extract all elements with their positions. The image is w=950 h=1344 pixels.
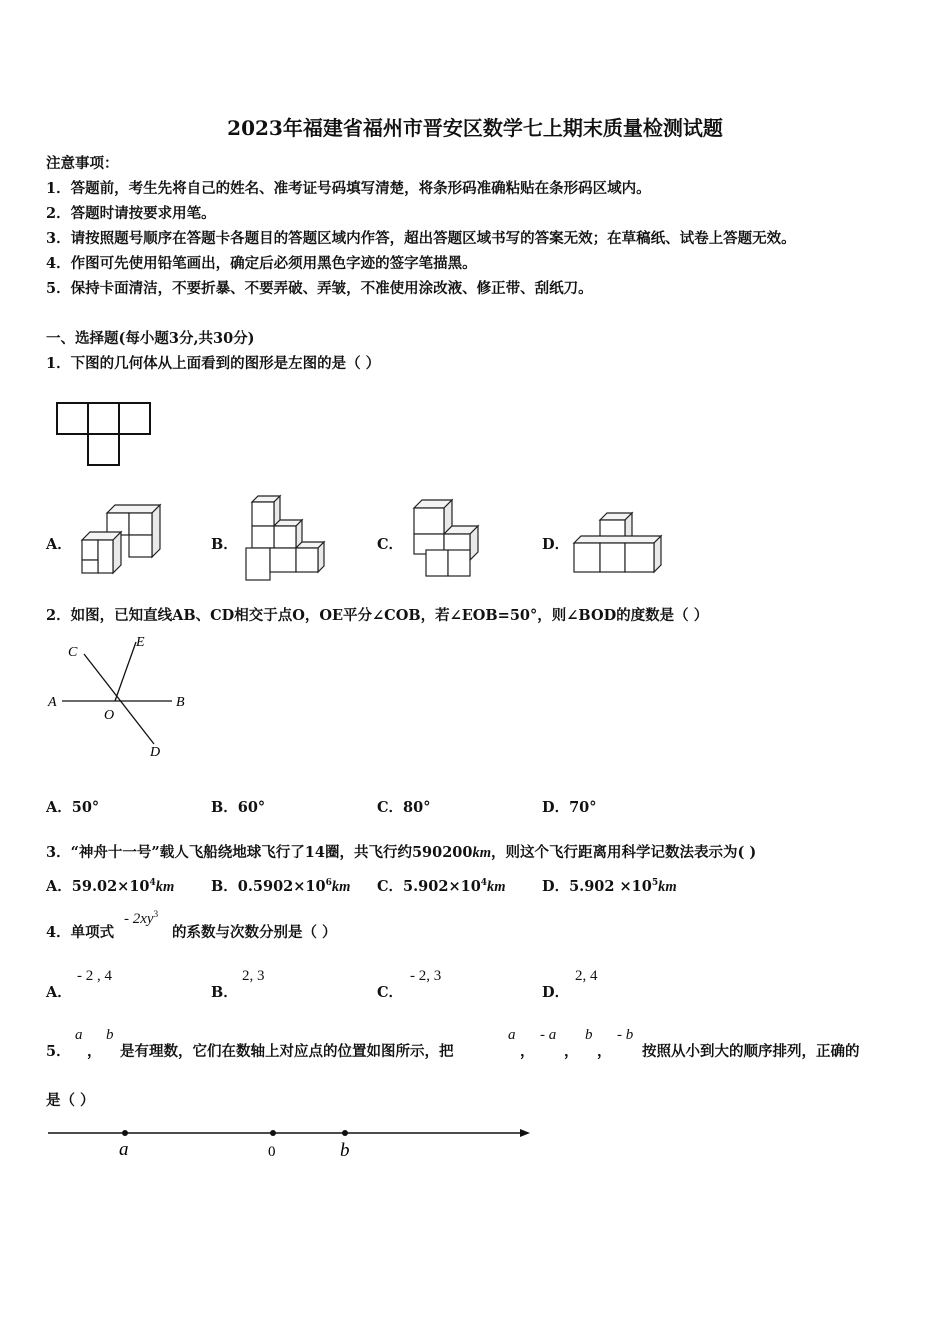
option-label: B． [211, 878, 238, 895]
q3-stem-unit: km [472, 845, 492, 861]
option-exponent: 4 [149, 878, 156, 889]
q1-option-a-label[interactable]: A． [46, 536, 72, 553]
q1-option-d-label[interactable]: D． [542, 536, 570, 553]
question-1-stem: 1．下图的几何体从上面看到的图形是左图的是（ ） [46, 355, 381, 372]
number-line [46, 1120, 536, 1165]
label-o: O [104, 708, 115, 723]
q3-option-c[interactable] [377, 875, 506, 896]
q5-var-a-2: a [508, 1027, 516, 1043]
q2-option-c[interactable]: C．80° [377, 799, 431, 816]
q2-option-a[interactable]: A．50° [46, 799, 100, 816]
q5-sep: ， [597, 1043, 612, 1060]
q1-option-b-solid[interactable] [244, 496, 328, 582]
q3-option-d[interactable] [542, 875, 677, 896]
q4-option-c-label[interactable]: C． [377, 984, 404, 1001]
page-title: 2023年福建省福州市晋安区数学七上期末质量检测试题 [227, 116, 723, 140]
notice-item: 4．作图可先使用铅笔画出，确定后必须用黑色字迹的签字笔描黑。 [46, 255, 477, 272]
q5-sep: ， [87, 1043, 102, 1060]
option-label: C． [377, 878, 404, 895]
intersecting-lines-figure [46, 632, 196, 762]
option-unit: km [487, 879, 506, 895]
notice-heading: 注意事项： [46, 155, 119, 172]
option-mantissa: 59.02×10 [71, 878, 150, 895]
q1-option-d-solid[interactable] [572, 512, 664, 574]
label-c: C [68, 645, 78, 660]
q1-option-c-solid[interactable] [410, 500, 482, 580]
option-unit: km [155, 879, 175, 895]
option-label: A． [46, 878, 72, 895]
option-mantissa: 5.902×10 [403, 878, 481, 895]
top-view-figure [56, 402, 152, 468]
option-mantissa: 5.902 ×10 [569, 878, 652, 895]
option-exponent: 5 [651, 878, 659, 889]
q5-neg-b: - b [617, 1027, 634, 1043]
q4-stem-part: 的系数与次数分别是（ ） [172, 924, 337, 941]
q5-number: 5． [46, 1043, 71, 1060]
q2-option-b[interactable]: B．60° [211, 799, 266, 816]
q5-var-b-2: b [585, 1027, 593, 1043]
axis-label-zero: 0 [268, 1144, 276, 1160]
q4-option-b-label[interactable]: B． [211, 984, 238, 1001]
expression-exponent: 3 [153, 909, 159, 919]
q4-option-d-value: 2, 4 [575, 968, 598, 984]
q5-sep: ， [520, 1043, 535, 1060]
option-label: D． [542, 878, 570, 895]
label-e: E [136, 635, 145, 650]
q5-var-b: b [106, 1027, 114, 1043]
q5-sep: ， [564, 1043, 579, 1060]
label-a: A [48, 695, 57, 710]
q5-stem-part: 是有理数，它们在数轴上对应点的位置如图所示，把 [120, 1043, 454, 1060]
q4-option-c-value: - 2, 3 [410, 968, 442, 984]
q4-option-d-label[interactable]: D． [542, 984, 570, 1001]
q3-stem-part: 3．“神舟十一号”载人飞船绕地球飞行了14圈，共飞行约590200 [46, 844, 473, 861]
q5-neg-a: - a [540, 1027, 557, 1043]
q4-expression [124, 909, 158, 928]
notice-item: 5．保持卡面清洁，不要折暴、不要弄破、弄皱，不准使用涂改液、修正带、刮纸刀。 [46, 280, 593, 297]
axis-label-a: a [119, 1139, 129, 1160]
question-3-stem [46, 841, 756, 862]
label-b: B [176, 695, 185, 710]
option-exponent: 6 [325, 878, 332, 889]
option-exponent: 4 [480, 878, 488, 889]
option-mantissa: 0.5902×10 [237, 878, 326, 895]
notice-item: 2．答题时请按要求用笔。 [46, 205, 216, 222]
q2-option-d[interactable]: D．70° [542, 799, 597, 816]
q4-option-b-value: 2, 3 [242, 968, 265, 984]
label-d: D [150, 745, 161, 760]
q4-option-a-label[interactable]: A． [46, 984, 72, 1001]
question-2-stem: 2．如图，已知直线AB、CD相交于点O，OE平分∠COB，若∠EOB=50°，则∠BOD的度数是（ ） [46, 607, 709, 624]
notice-item: 1．答题前，考生先将自己的姓名、准考证号码填写清楚，将条形码准确粘贴在条形码区域内。 [46, 180, 651, 197]
notice-item: 3．请按照题号顺序在答题卡各题目的答题区域内作答，超出答题区域书写的答案无效；在草稿纸、试卷上答题无效。 [46, 230, 796, 247]
option-unit: km [331, 879, 351, 895]
option-unit: km [658, 879, 677, 895]
axis-label-b: b [340, 1140, 350, 1161]
q5-stem-part: 是（ ） [46, 1092, 95, 1109]
expression-body: - 2xy [124, 911, 154, 927]
q3-stem-part: ，则这个飞行距离用科学记数法表示为( ) [491, 844, 757, 861]
q1-option-c-label[interactable]: C． [377, 536, 404, 553]
q3-option-b[interactable] [211, 875, 350, 896]
section-heading: 一、选择题(每小题3分,共30分) [46, 330, 255, 347]
q4-stem-part: 4．单项式 [46, 924, 115, 941]
q5-stem-part: 按照从小到大的顺序排列，正确的 [642, 1043, 860, 1060]
q4-option-a-value: - 2 , 4 [77, 968, 112, 984]
q3-option-a[interactable] [46, 875, 174, 896]
q1-option-b-label[interactable]: B． [211, 536, 238, 553]
q5-var-a: a [75, 1027, 83, 1043]
q1-option-a-solid[interactable] [80, 505, 165, 577]
